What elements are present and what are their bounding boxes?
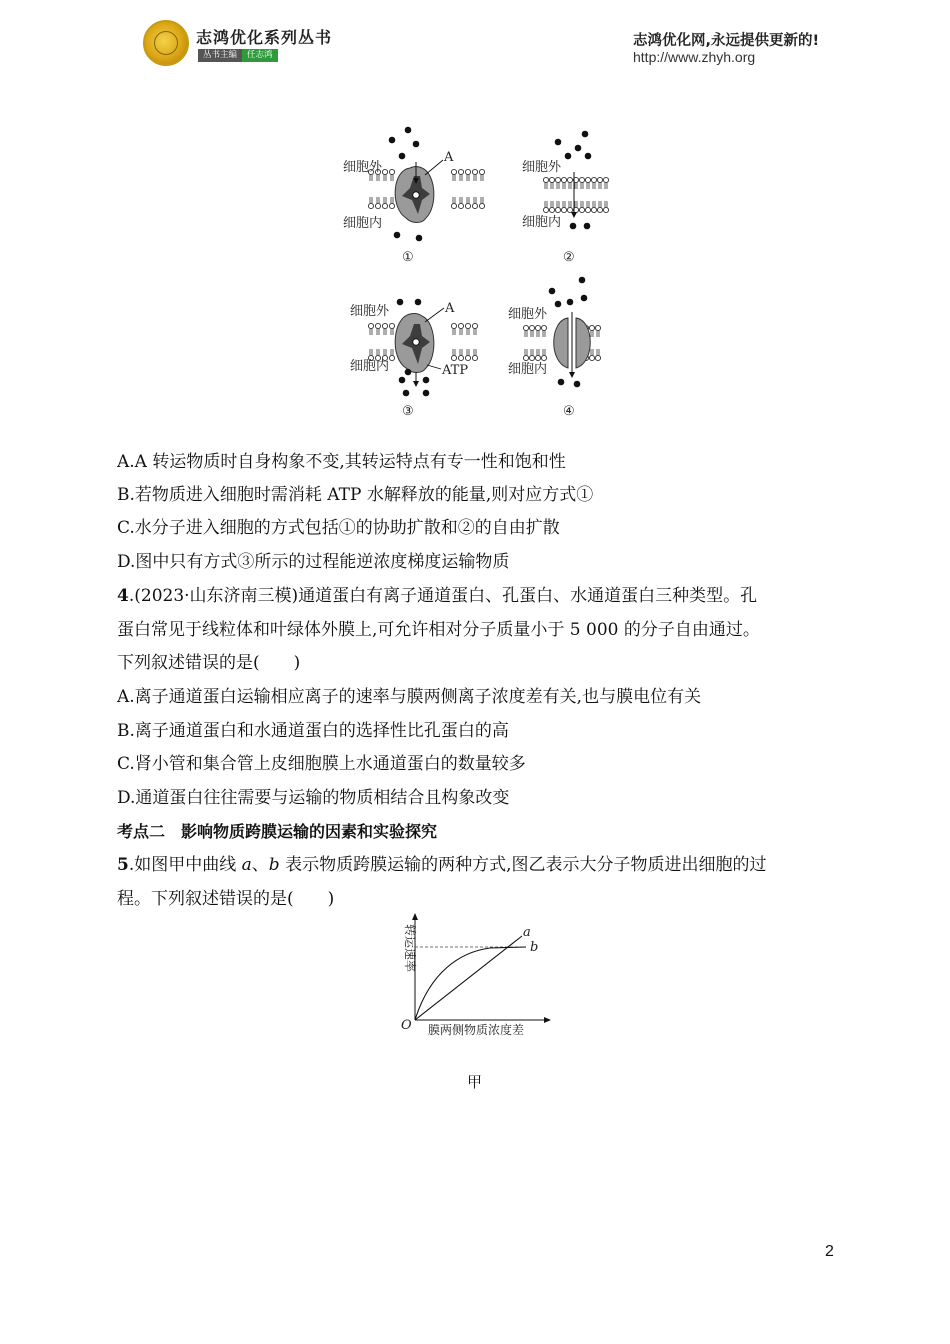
chart-line-a — [415, 936, 522, 1020]
panel-3-outside-label: 细胞外 — [350, 304, 390, 319]
editor-label: 丛书主编 — [198, 49, 242, 62]
q4-option-b: B.离子通道蛋白和水通道蛋白的选择性比孔蛋白的高 — [117, 721, 509, 741]
panel-4-number: ④ — [563, 404, 575, 419]
chart-x-label: 膜两侧物质浓度差 — [428, 1023, 525, 1037]
q5-var-a: a — [241, 855, 252, 875]
q3-option-d: D.图中只有方式③所示的过程能逆浓度梯度运输物质 — [117, 552, 510, 572]
q5-sep: 、 — [251, 855, 269, 875]
q5-stem-part1: .如图甲中曲线 — [128, 855, 242, 875]
panel-1-inside-label: 细胞内 — [343, 216, 383, 231]
panel-1-number: ① — [402, 250, 414, 265]
chart-caption: 甲 — [467, 1073, 483, 1091]
q4-option-d: D.通道蛋白往往需要与运输的物质相结合且构象改变 — [117, 788, 510, 808]
panel-3-inside-label: 细胞内 — [350, 359, 390, 374]
series-title: 志鸿优化系列丛书 — [196, 28, 333, 47]
q5-stem-line1 — [117, 854, 767, 876]
panel-1-carrier — [343, 127, 485, 265]
panel-4-outside-label: 细胞外 — [508, 307, 548, 322]
editor-tag — [198, 49, 278, 62]
transport-figure — [330, 118, 630, 428]
editor-name: 任志鸿 — [242, 49, 278, 62]
chart-series-label-b: b — [530, 940, 539, 955]
q3-option-c: C.水分子进入细胞的方式包括①的协助扩散和②的自由扩散 — [117, 518, 560, 538]
panel-3-number: ③ — [402, 404, 414, 419]
chart-jia — [380, 912, 570, 1044]
chart-origin-label: O — [401, 1018, 412, 1033]
q5-number: 5 — [117, 855, 129, 875]
chart-y-label: 转运速率 — [403, 924, 417, 973]
panel-3-active-transport — [350, 299, 478, 419]
q4-stem-line1 — [117, 585, 757, 607]
panel-2-number: ② — [563, 250, 575, 265]
q3-option-a: A.A 转运物质时自身构象不变,其转运特点有专一性和饱和性 — [117, 452, 566, 472]
q4-option-c: C.肾小管和集合管上皮细胞膜上水通道蛋白的数量较多 — [117, 754, 526, 774]
panel-2-outside-label: 细胞外 — [522, 160, 562, 175]
panel-4-channel — [508, 277, 601, 419]
chart-x-arrow — [544, 1017, 551, 1023]
panel-4-inside-label: 细胞内 — [508, 362, 548, 377]
chart-y-arrow — [412, 913, 418, 920]
header-url[interactable]: http://www.zhyh.org — [633, 49, 756, 65]
q3-option-b: B.若物质进入细胞时需消耗 ATP 水解释放的能量,则对应方式① — [117, 485, 594, 505]
chart-series-label-a: a — [523, 925, 531, 940]
panel-3-protein-label: A — [445, 301, 455, 316]
q4-stem-text1: 通道蛋白有离子通道蛋白、孔蛋白、水通道蛋白三种类型。孔 — [298, 586, 758, 606]
q4-stem-line2: 蛋白常见于线粒体和叶绿体外膜上,可允许相对分子质量小于 5 000 的分子自由通过。 — [117, 620, 760, 640]
q5-var-b: b — [268, 855, 280, 875]
panel-2-inside-label: 细胞内 — [522, 215, 562, 230]
section-2-title: 考点二 影响物质跨膜运输的因素和实验探究 — [117, 822, 438, 841]
panel-3-atp-label: ATP — [442, 363, 469, 378]
q4-option-a: A.离子通道蛋白运输相应离子的速率与膜两侧离子浓度差有关,也与膜电位有关 — [117, 687, 702, 707]
page-number: 2 — [825, 1243, 834, 1260]
q5-stem-part2: 表示物质跨膜运输的两种方式,图乙表示大分子物质进出细胞的过 — [279, 855, 767, 875]
panel-1-protein-label: A — [444, 150, 454, 165]
panel-2-free-diffusion — [522, 131, 609, 265]
q4-number: 4 — [117, 586, 129, 606]
header-slogan: 志鸿优化网,永远提供更新的! — [633, 33, 820, 49]
q4-source: .(2023·山东济南三模) — [128, 586, 299, 606]
panel-1-outside-label: 细胞外 — [343, 160, 383, 175]
q4-stem-line3: 下列叙述错误的是( ) — [117, 653, 301, 673]
chart-curve-b — [415, 947, 526, 1020]
q5-stem-line2: 程。下列叙述错误的是( ) — [117, 889, 335, 909]
series-logo-seal — [143, 20, 189, 66]
